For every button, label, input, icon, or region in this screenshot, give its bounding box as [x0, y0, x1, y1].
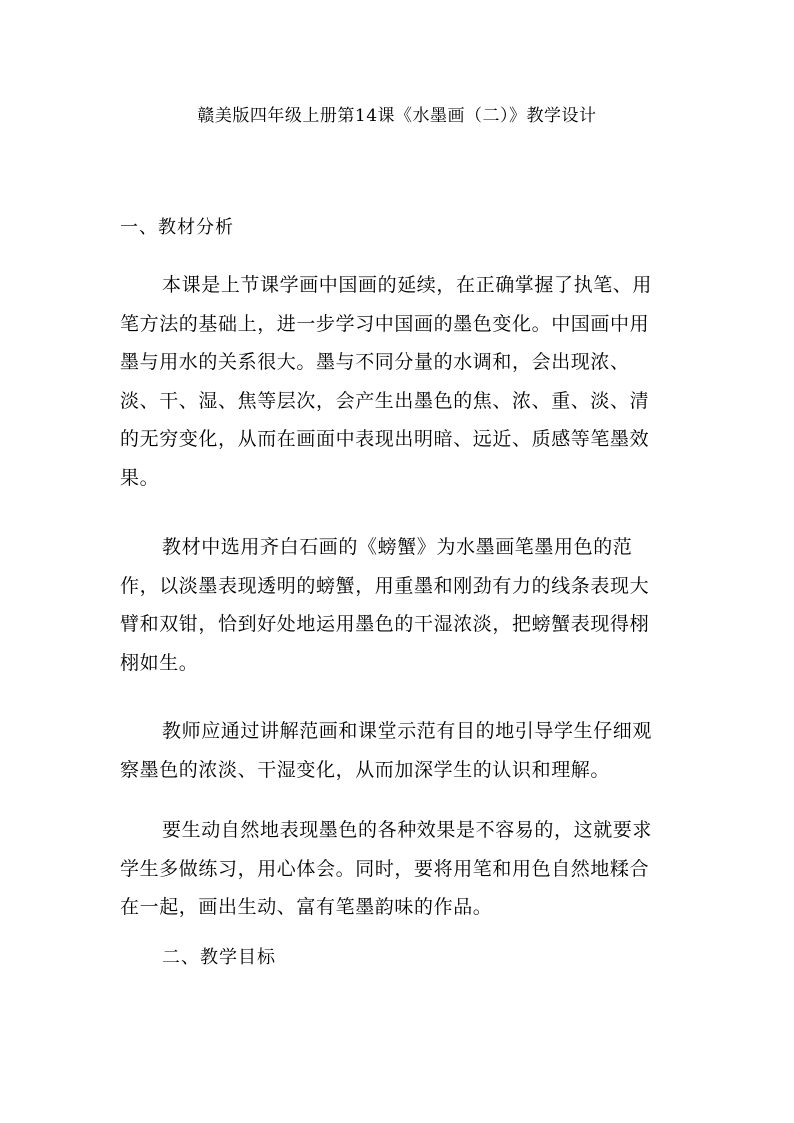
paragraph-line: 墨与用水的关系很大。墨与不同分量的水调和，会出现浓、 — [120, 351, 630, 373]
paragraph-line: 淡、干、湿、焦等层次，会产生出墨色的焦、浓、重、淡、清 — [120, 389, 650, 412]
paragraph-2 — [120, 528, 680, 682]
paragraph-line: 要生动自然地表现墨色的各种效果是不容易的，这就要求 — [162, 819, 653, 841]
paragraph-line: 教材中选用齐白石画的《螃蟹》为水墨画笔墨用色的范 — [162, 536, 633, 558]
paragraph-line: 学生多做练习，用心体会。同时，要将用笔和用色自然地糅合 — [120, 857, 650, 880]
paragraph-line: 在一起，画出生动、富有笔墨韵味的作品。 — [120, 896, 493, 918]
paragraph-line: 教师应通过讲解范画和课堂示范有目的地引导学生仔细观 — [162, 720, 653, 742]
paragraph-line: 的无穷变化，从而在画面中表现出明暗、远近、质感等笔墨效 — [120, 428, 650, 450]
paragraph-line: 果。 — [120, 466, 160, 489]
document-title: 赣美版四年级上册第14课《水墨画（二）》教学设计 — [197, 106, 597, 126]
paragraph-line: 察墨色的浓淡、干湿变化，从而加深学生的认识和理解。 — [120, 758, 611, 781]
paragraph-1 — [120, 266, 680, 497]
section-heading-textbook-analysis: 一、教材分析 — [120, 217, 234, 238]
section-heading-teaching-objectives: 二、教学目标 — [162, 947, 276, 968]
paragraph-4 — [120, 811, 680, 927]
paragraph-line: 笔方法的基础上，进一步学习中国画的墨色变化。中国画中用 — [120, 312, 650, 335]
paragraph-line: 栩如生。 — [120, 651, 199, 674]
paragraph-line: 本课是上节课学画中国画的延续，在正确掌握了执笔、用 — [162, 274, 653, 296]
paragraph-line: 臂和双钳，恰到好处地运用墨色的干湿浓淡，把螃蟹表现得栩 — [120, 613, 650, 635]
paragraph-3 — [120, 712, 680, 789]
paragraph-line: 作，以淡墨表现透明的螃蟹，用重墨和刚劲有力的线条表现大 — [120, 574, 650, 597]
